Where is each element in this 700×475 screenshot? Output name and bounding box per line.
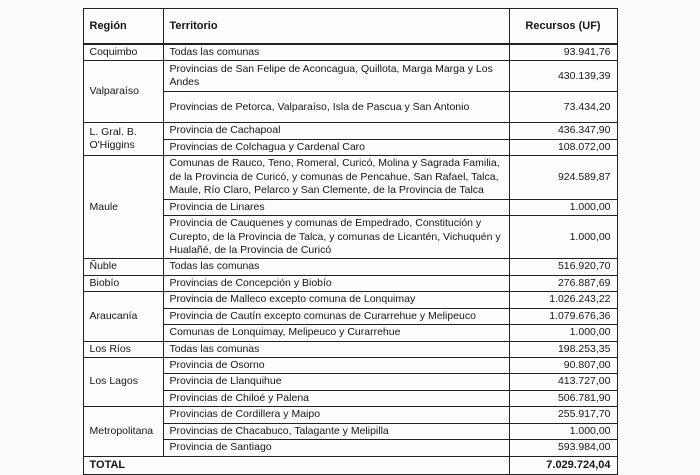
- header-region: Región: [83, 9, 163, 45]
- territorio-cell: Todas las comunas: [163, 259, 509, 275]
- recursos-cell: 255.917,70: [509, 407, 617, 423]
- table-row: [83, 325, 617, 341]
- territorio-cell: Comunas de Lonquimay, Melipeuco y Curarrehue: [163, 325, 509, 341]
- table-row: [83, 123, 617, 139]
- table-row: [83, 61, 617, 92]
- territorio-cell: Todas las comunas: [163, 44, 509, 61]
- table-row: [83, 358, 617, 374]
- table-header-row: [83, 9, 617, 45]
- table-row: [83, 390, 617, 406]
- territorio-cell: Provincia de Cachapoal: [163, 123, 509, 139]
- territorio-cell: Provincia de Linares: [163, 199, 509, 215]
- recursos-cell: 1.000,00: [509, 423, 617, 439]
- total-label: TOTAL: [83, 456, 509, 474]
- recursos-cell: 430.139,39: [509, 61, 617, 92]
- region-cell: L. Gral. B. O'Higgins: [83, 123, 163, 156]
- recursos-cell: 506.781,90: [509, 390, 617, 406]
- recursos-cell: 1.000,00: [509, 325, 617, 341]
- region-cell: Araucanía: [83, 292, 163, 341]
- table-row: [83, 139, 617, 155]
- territorio-cell: Provincias de Petorca, Valparaíso, Isla de Pascua y San Antonio: [163, 92, 509, 123]
- header-recursos: Recursos (UF): [509, 9, 617, 45]
- recursos-cell: 1.079.676,36: [509, 308, 617, 324]
- table-row: [83, 440, 617, 456]
- territorio-cell: Provincias de Chacabuco, Talagante y Melipilla: [163, 423, 509, 439]
- recursos-cell: 413.727,00: [509, 374, 617, 390]
- table-row: [83, 292, 617, 308]
- header-territorio: Territorio: [163, 9, 509, 45]
- territorio-cell: Provincia de Osorno: [163, 358, 509, 374]
- territorio-cell: Provincia de Santiago: [163, 440, 509, 456]
- total-recursos: 7.029.724,04: [509, 456, 617, 474]
- region-cell: Biobío: [83, 275, 163, 291]
- region-cell: Valparaíso: [83, 61, 163, 123]
- recursos-cell: 593.984,00: [509, 440, 617, 456]
- recursos-cell: 276.887,69: [509, 275, 617, 291]
- table-row: [83, 308, 617, 324]
- table-row: [83, 156, 617, 199]
- recursos-cell: 1.000,00: [509, 199, 617, 215]
- recursos-cell: 108.072,00: [509, 139, 617, 155]
- table-row: [83, 44, 617, 61]
- territorio-cell: Provincias de Cordillera y Maipo: [163, 407, 509, 423]
- total-row: [83, 456, 617, 474]
- recursos-cell: 1.000,00: [509, 216, 617, 259]
- region-cell: Los Lagos: [83, 358, 163, 407]
- recursos-cell: 93.941,76: [509, 44, 617, 61]
- table-row: [83, 259, 617, 275]
- recursos-cell: 90.807,00: [509, 358, 617, 374]
- recursos-cell: 73.434,20: [509, 92, 617, 123]
- table-row: [83, 199, 617, 215]
- table-row: [83, 423, 617, 439]
- region-cell: Los Ríos: [83, 341, 163, 357]
- table-row: [83, 407, 617, 423]
- territorio-cell: Todas las comunas: [163, 341, 509, 357]
- table-row: [83, 92, 617, 123]
- recursos-table: [83, 8, 618, 475]
- territorio-cell: Provincias de Colchagua y Cardenal Caro: [163, 139, 509, 155]
- recursos-cell: 1.026.243,22: [509, 292, 617, 308]
- territorio-cell: Comunas de Rauco, Teno, Romeral, Curicó, Molina y Sagrada Familia, de la Provincia de Curicó, y comunas de Pencahue, San Rafael, Talca, Maule, Río Claro, Pelarco y San Clemente, de la Provincia de Talca: [163, 156, 509, 199]
- territorio-cell: Provincia de Llanquihue: [163, 374, 509, 390]
- territorio-cell: Provincia de Cautín excepto comunas de Curarrehue y Melipeuco: [163, 308, 509, 324]
- territorio-cell: Provincias de Chiloé y Palena: [163, 390, 509, 406]
- recursos-cell: 198.253,35: [509, 341, 617, 357]
- recursos-cell: 924.589,87: [509, 156, 617, 199]
- region-cell: Ñuble: [83, 259, 163, 275]
- table-row: [83, 374, 617, 390]
- recursos-cell: 516.920,70: [509, 259, 617, 275]
- territorio-cell: Provincias de San Felipe de Aconcagua, Quillota, Marga Marga y Los Andes: [163, 61, 509, 92]
- region-cell: Coquimbo: [83, 44, 163, 61]
- table-row: [83, 216, 617, 259]
- table-row: [83, 341, 617, 357]
- recursos-cell: 436.347,90: [509, 123, 617, 139]
- region-cell: Maule: [83, 156, 163, 259]
- territorio-cell: Provincias de Concepción y Biobío: [163, 275, 509, 291]
- territorio-cell: Provincia de Cauquenes y comunas de Empedrado, Constitución y Curepto, de la Provincia de Talca, y comunas de Licantén, Vichuquén y Hualañé, de la Provincia de Curicó: [163, 216, 509, 259]
- table-row: [83, 275, 617, 291]
- region-cell: Metropolitana: [83, 407, 163, 456]
- territorio-cell: Provincia de Malleco excepto comuna de Lonquimay: [163, 292, 509, 308]
